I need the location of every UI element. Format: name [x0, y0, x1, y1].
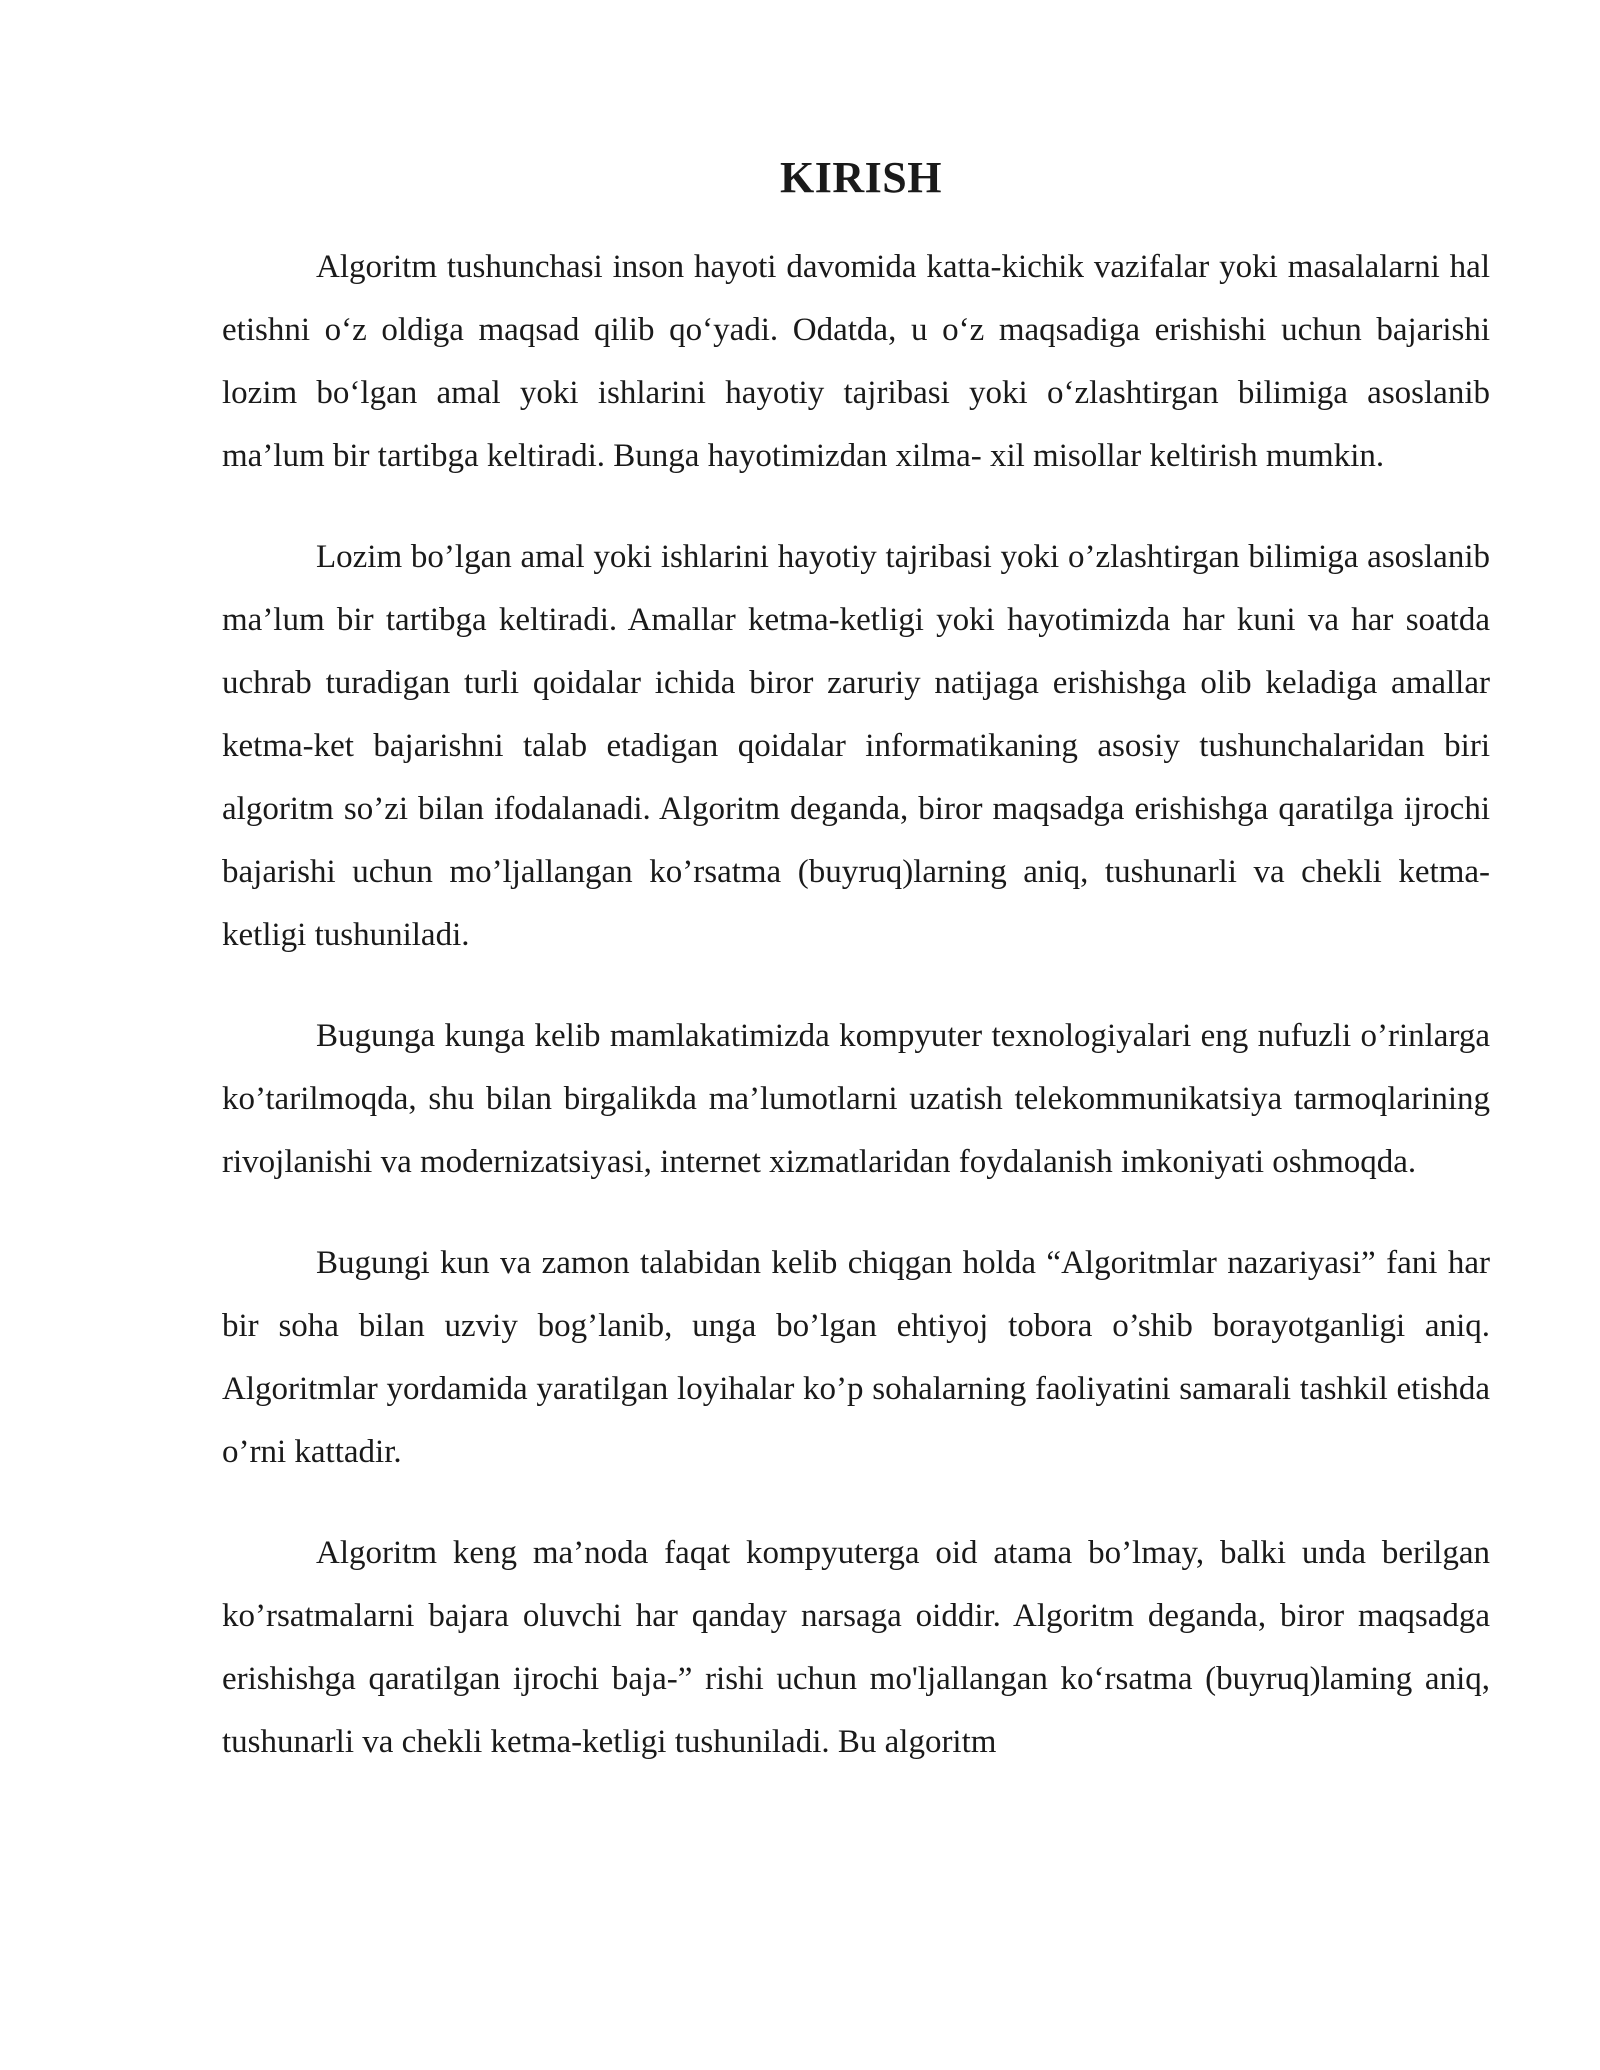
paragraph-4: Bugungi kun va zamon talabidan kelib chiqgan holda “Algoritmlar nazariyasi” fani har bir soha bilan uzviy bog’lanib, unga bo’lgan ehtiyoj tobora o’shib borayotganligi aniq. Algoritmlar yordamida yaratilgan loyihalar ko’p sohalarning faoliyatini samarali tashkil etishda o’rni kattadir.	[222, 1245, 1490, 1470]
document-body	[222, 236, 1490, 1812]
paragraph-5: Algoritm keng ma’noda faqat kompyuterga oid atama bo’lmay, balki unda berilgan ko’rsatmalarni bajara oluvchi har qanday narsaga oiddir. Algoritm deganda, biror maqsadga erishishga qaratilgan ijrochi baja-” rishi uchun mo'ljallangan ko‘rsatma (buyruq)laming aniq, tushunarli va chekli ketma-ketligi tushuniladi. Bu algoritm	[222, 1535, 1490, 1760]
paragraph-2: Lozim bo’lgan amal yoki ishlarini hayotiy tajribasi yoki o’zlashtirgan bilimiga asoslanib ma’lum bir tartibga keltiradi. Amallar ketma-ketligi yoki hayotimizda har kuni va har soatda uchrab turadigan turli qoidalar ichida biror zaruriy natijaga erishishga olib keladiga amallar ketma-ket bajarishni talab etadigan qoidalar informatikaning asosiy tushunchalaridan biri algoritm so’zi bilan ifodalanadi. Algoritm deganda, biror maqsadga erishishga qaratilga ijrochi bajarishi uchun mo’ljallangan ko’rsatma (buyruq)larning aniq, tushunarli va chekli ketma-ketligi tushuniladi.	[222, 539, 1490, 953]
page-title: KIRISH	[780, 153, 942, 202]
paragraph-3: Bugunga kunga kelib mamlakatimizda kompyuter texnologiyalari eng nufuzli o’rinlarga ko’tarilmoqda, shu bilan birgalikda ma’lumotlarni uzatish telekommunikatsiya tarmoqlarining rivojlanishi va modernizatsiyasi, internet xizmatlaridan foydalanish imkoniyati oshmoqda.	[222, 1018, 1490, 1180]
paragraph-1: Algoritm tushunchasi inson hayoti davomida katta-kichik vazifalar yoki masalalarni hal etishni o‘z oldiga maqsad qilib qo‘yadi. Odatda, u o‘z maqsadiga erishishi uchun bajarishi lozim bo‘lgan amal yoki ishlarini hayotiy tajribasi yoki o‘zlashtirgan bilimiga asoslanib ma’lum bir tartibga keltiradi. Bunga hayotimizdan xilma- xil misollar keltirish mumkin.	[222, 249, 1490, 474]
